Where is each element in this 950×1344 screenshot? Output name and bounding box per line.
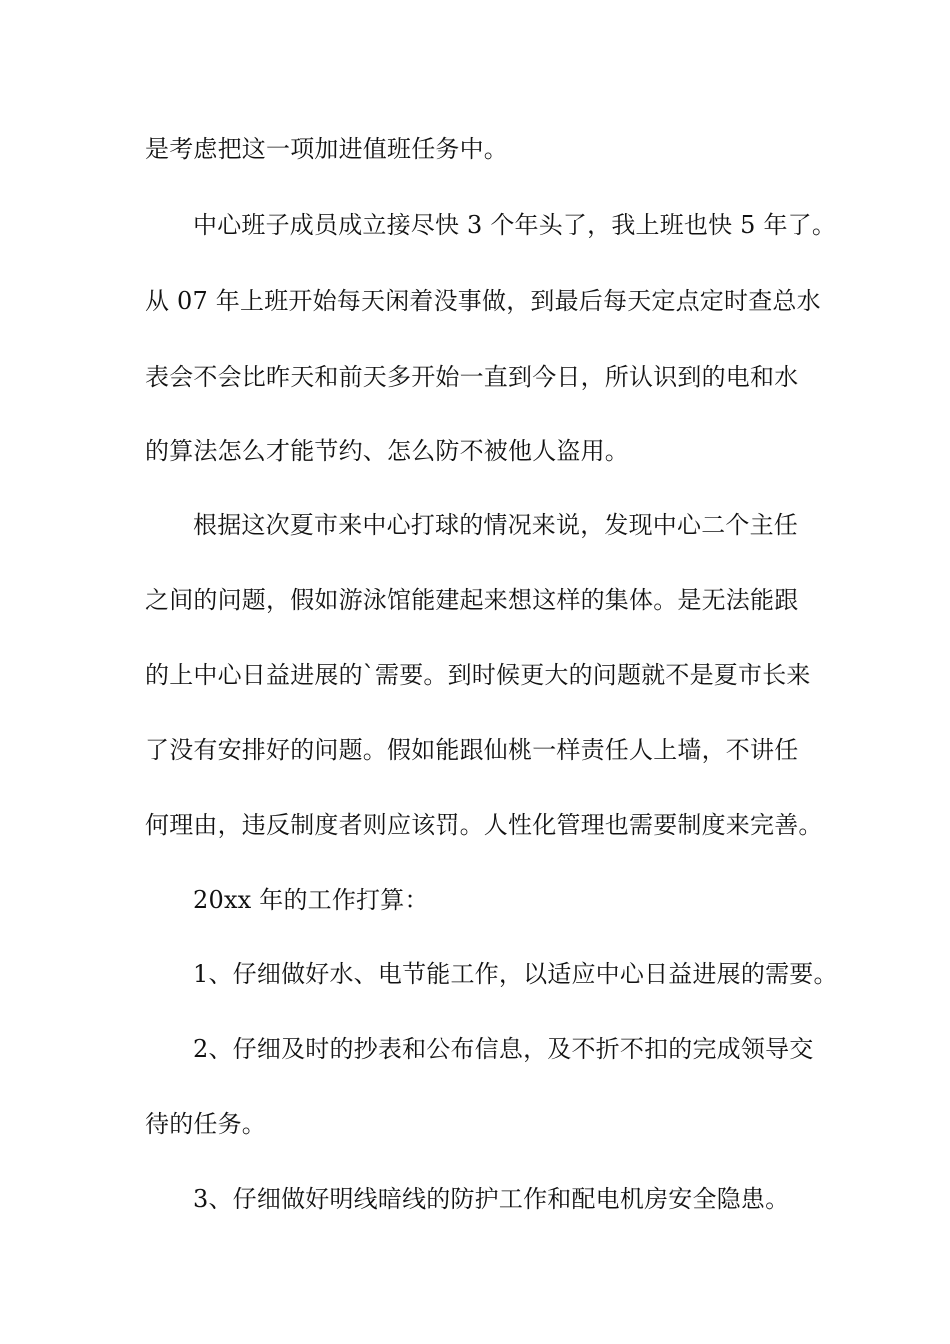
text-line-7: 之间的问题，假如游泳馆能建起来想这样的集体。是无法能跟 bbox=[145, 586, 799, 614]
text-line-15: 3、仔细做好明线暗线的防护工作和配电机房安全隐患。 bbox=[193, 1185, 790, 1213]
text-line-9: 了没有安排好的问题。假如能跟仙桃一样责任人上墙，不讲任 bbox=[145, 736, 799, 764]
text-line-10: 何理由，违反制度者则应该罚。人性化管理也需要制度来完善。 bbox=[145, 811, 823, 839]
text-line-2: 中心班子成员成立接尽快 3 个年头了，我上班也快 5 年了。 bbox=[193, 211, 837, 239]
text-line-12: 1、仔细做好水、电节能工作，以适应中心日益进展的需要。 bbox=[193, 960, 838, 988]
text-line-5: 的算法怎么才能节约、怎么防不被他人盗用。 bbox=[145, 437, 629, 465]
text-line-14: 待的任务。 bbox=[145, 1110, 266, 1138]
text-line-8: 的上中心日益进展的`需要。到时候更大的问题就不是夏市长来 bbox=[145, 661, 811, 689]
text-line-3: 从 07 年上班开始每天闲着没事做，到最后每天定点定时查总水 bbox=[145, 287, 821, 315]
text-line-1: 是考虑把这一项加进值班任务中。 bbox=[145, 135, 508, 163]
text-line-13: 2、仔细及时的抄表和公布信息，及不折不扣的完成领导交 bbox=[193, 1035, 814, 1063]
text-line-11: 20xx 年的工作打算： bbox=[193, 886, 429, 914]
text-line-6: 根据这次夏市来中心打球的情况来说，发现中心二个主任 bbox=[193, 511, 798, 539]
text-line-4: 表会不会比昨天和前天多开始一直到今日，所认识到的电和水 bbox=[145, 363, 799, 391]
